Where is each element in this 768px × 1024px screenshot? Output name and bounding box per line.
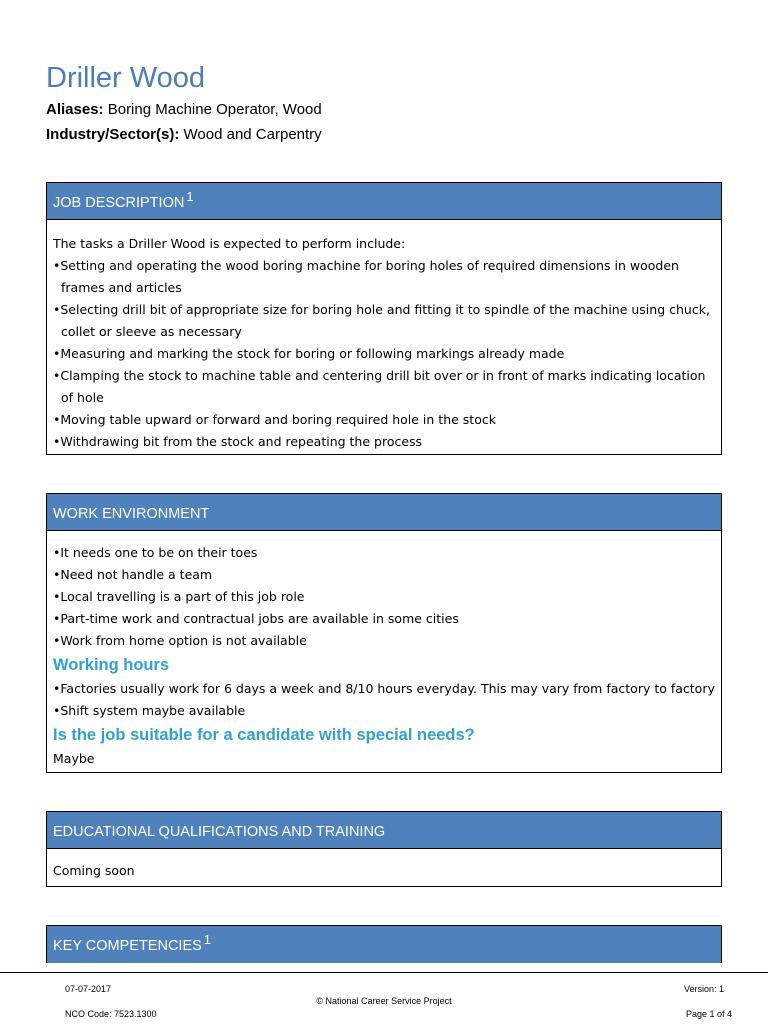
aliases-label: Aliases:	[46, 101, 104, 118]
industry-label: Industry/Sector(s):	[46, 126, 180, 143]
education-section	[46, 811, 722, 887]
aliases-line	[46, 101, 322, 119]
footer-divider	[0, 972, 768, 973]
aliases-value: Boring Machine Operator, Wood	[107, 101, 322, 118]
footer-date: 07-07-2017	[65, 984, 112, 994]
special-needs-answer: Maybe	[53, 751, 95, 766]
footnote-marker: 1	[203, 932, 212, 947]
industry-line	[46, 126, 322, 144]
list-item: •Need not handle a team	[53, 567, 213, 582]
key-competencies-section	[46, 925, 722, 963]
key-competencies-header	[47, 926, 721, 963]
footer-nco-code: NCO Code: 7523.1300	[65, 1009, 157, 1019]
job-description-intro: The tasks a Driller Wood is expected to perform include:	[53, 236, 406, 251]
work-environment-header	[47, 494, 721, 531]
list-item: •Work from home option is not available	[53, 633, 307, 648]
industry-value: Wood and Carpentry	[183, 126, 322, 143]
list-item: •Setting and operating the wood boring machine for boring holes of required dimensions in wooden frames and articles	[53, 258, 679, 295]
list-item: •Clamping the stock to machine table and centering drill bit over or in front of marks indicating location of hole	[53, 368, 706, 405]
job-description-header	[47, 183, 721, 220]
education-header	[47, 812, 721, 849]
list-item: •Moving table upward or forward and boring required hole in the stock	[53, 412, 496, 427]
footer-version: Version: 1	[683, 984, 724, 994]
list-item: •Selecting drill bit of appropriate size for boring hole and fitting it to spindle of the machine using chuck, collet or sleeve as necessary	[53, 302, 710, 339]
list-item: •Local travelling is a part of this job role	[53, 589, 305, 604]
special-needs-heading: Is the job suitable for a candidate with special needs?	[53, 726, 475, 744]
list-item: •Factories usually work for 6 days a week and 8/10 hours everyday. This may vary from factory to factory	[53, 681, 715, 696]
page-title: Driller Wood	[46, 62, 206, 94]
list-item: •Withdrawing bit from the stock and repeating the process	[53, 434, 423, 449]
working-hours-heading: Working hours	[53, 656, 170, 674]
work-environment-body	[47, 531, 721, 770]
list-item: •Shift system maybe available	[53, 703, 246, 718]
list-item: •It needs one to be on their toes	[53, 545, 258, 560]
education-body	[47, 849, 721, 882]
education-title: EDUCATIONAL QUALIFICATIONS AND TRAINING	[53, 824, 386, 840]
job-description-section	[46, 182, 722, 455]
list-item: •Part-time work and contractual jobs are available in some cities	[53, 611, 459, 626]
job-description-title: JOB DESCRIPTION	[53, 195, 185, 211]
education-text: Coming soon	[53, 863, 135, 878]
work-environment-title: WORK ENVIRONMENT	[53, 506, 210, 522]
key-competencies-title: KEY COMPETENCIES	[53, 938, 202, 954]
footer-copyright: © National Career Service Project	[316, 996, 452, 1006]
job-description-body	[47, 220, 721, 453]
footnote-marker: 1	[186, 189, 194, 204]
footer-page-number: Page 1 of 4	[685, 1009, 732, 1019]
work-environment-section	[46, 493, 722, 773]
list-item: •Measuring and marking the stock for boring or following markings already made	[53, 346, 565, 361]
